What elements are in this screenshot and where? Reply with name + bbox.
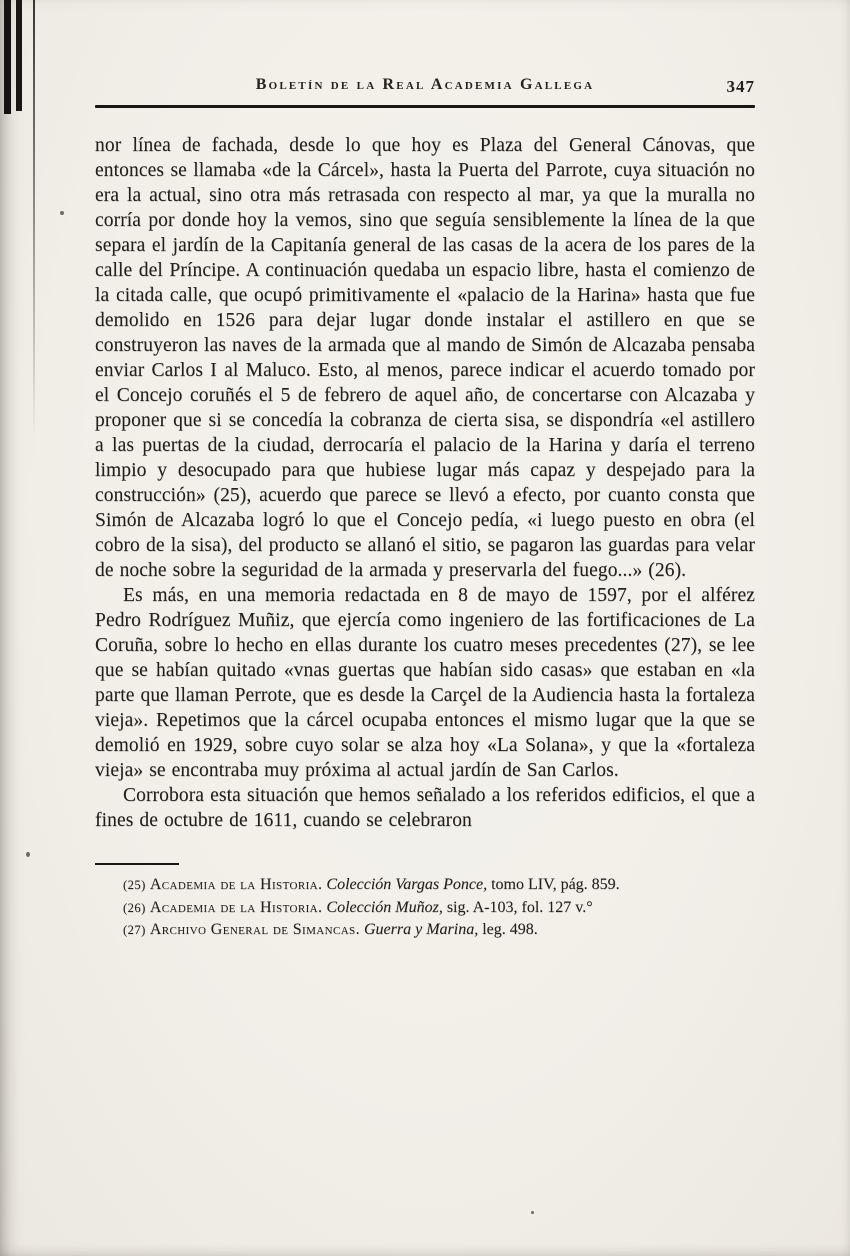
body-paragraph: Corrobora esta situación que hemos señalado a los referidos edificios, el que a fines de octubre de 1611, cuando se celebraron <box>95 785 755 831</box>
footnote-work-title: Colección Muñoz, <box>326 898 443 916</box>
body-paragraph: nor línea de fachada, desde lo que hoy es Plaza del General Cánovas, que entonces se llamaba «de la Cárcel», hasta la Puerta del Parrote, cuya situación no era la actual, sino otra más retrasada con respecto al mar, ya que la muralla no corría por donde hoy la vemos, sino que seguía sensiblemente la línea de la que separa el jardín de la Capitanía general de las casas de la acera de los pares de la calle del Príncipe. A continuación quedaba un espacio libre, hasta el comienzo de la citada calle, que ocupó primitivamente el «palacio de la Harina» hasta que fue demolido en 1526 para dejar lugar donde instalar el astillero en que se construyeron las naves de la armada que al mando de Simón de Alcazaba pensaba enviar Carlos I al Maluco. Esto, al menos, parece indicar el acuerdo tomado por el Concejo coruñés el 5 de febrero de aquel año, de concertarse con Alcazaba y proponer que si se concedía la cobranza de cierta sisa, se dispondría «el astillero a las puertas de la ciudad, derrocaría el palacio de la Harina y daría el terreno limpio y desocupado para que hubiese lugar más capaz y despejado para la construcción» (25), acuerdo que parece se llevó a efecto, por cuanto consta que Simón de Alcazaba logró lo que el Concejo pedía, «i luego puesto en obra (el cobro de la sisa), del producto se allanó el sitio, se pagaron las guardas para velar de noche sobre la seguridad de la armada y preservarla del fuego...» (26). <box>95 135 755 581</box>
footnote-work-title: Colección Vargas Ponce, <box>326 876 488 893</box>
running-header <box>95 76 755 98</box>
footnote <box>95 874 755 897</box>
footnote-marker: (26) <box>123 900 146 915</box>
scan-artifact-binding-bar <box>16 0 22 111</box>
footnote-detail: tomo LIV, pág. 859. <box>491 876 620 893</box>
footnote-work-title: Guerra y Marina, <box>363 921 479 938</box>
scan-speck <box>26 852 30 857</box>
footnote <box>95 919 755 942</box>
page-number: 347 <box>726 77 755 96</box>
header-rule <box>95 105 755 108</box>
page-content <box>95 0 755 942</box>
footnote-detail: leg. 498. <box>482 921 538 938</box>
footnote-marker: (25) <box>123 878 146 892</box>
footnote-separator <box>95 863 179 865</box>
body-paragraph: Es más, en una memoria redactada en 8 de mayo de 1597, por el alférez Pedro Rodríguez Muñiz, que ejercía como ingeniero de las fortificaciones de La Coruña, sobre lo hecho en ellas durante los cuatro meses precedentes (27), se lee que se habían quitado «vnas guertas que habían sido casas» que estaban en «la parte que llaman Perrote, que es desde la Carçel de la Audiencia hasta la fortaleza vieja». Repetimos que la cárcel ocupaba entonces el mismo lugar que la que se demolió en 1929, sobre cuyo solar se alza hoy «La Solana», y que la «fortaleza vieja» se encontraba muy próxima al actual jardín de San Carlos. <box>95 585 755 781</box>
scan-artifact-edge-line <box>33 0 35 440</box>
footnote-source: Academia de la Historia. <box>149 898 323 916</box>
footnote-marker: (27) <box>123 923 146 937</box>
footnote-source: Academia de la Historia. <box>149 876 323 893</box>
journal-title: Boletín de la Real Academia Gallega <box>255 76 595 93</box>
scan-speck <box>60 211 64 215</box>
scan-speck <box>531 1211 534 1214</box>
scan-artifact-binding-bar <box>4 0 11 114</box>
footnote-detail: sig. A-103, fol. 127 v.° <box>446 898 593 916</box>
footnote-source: Archivo General de Simancas. <box>149 921 360 938</box>
footnotes <box>95 874 755 942</box>
footnote <box>95 897 755 920</box>
body-text <box>95 133 755 833</box>
